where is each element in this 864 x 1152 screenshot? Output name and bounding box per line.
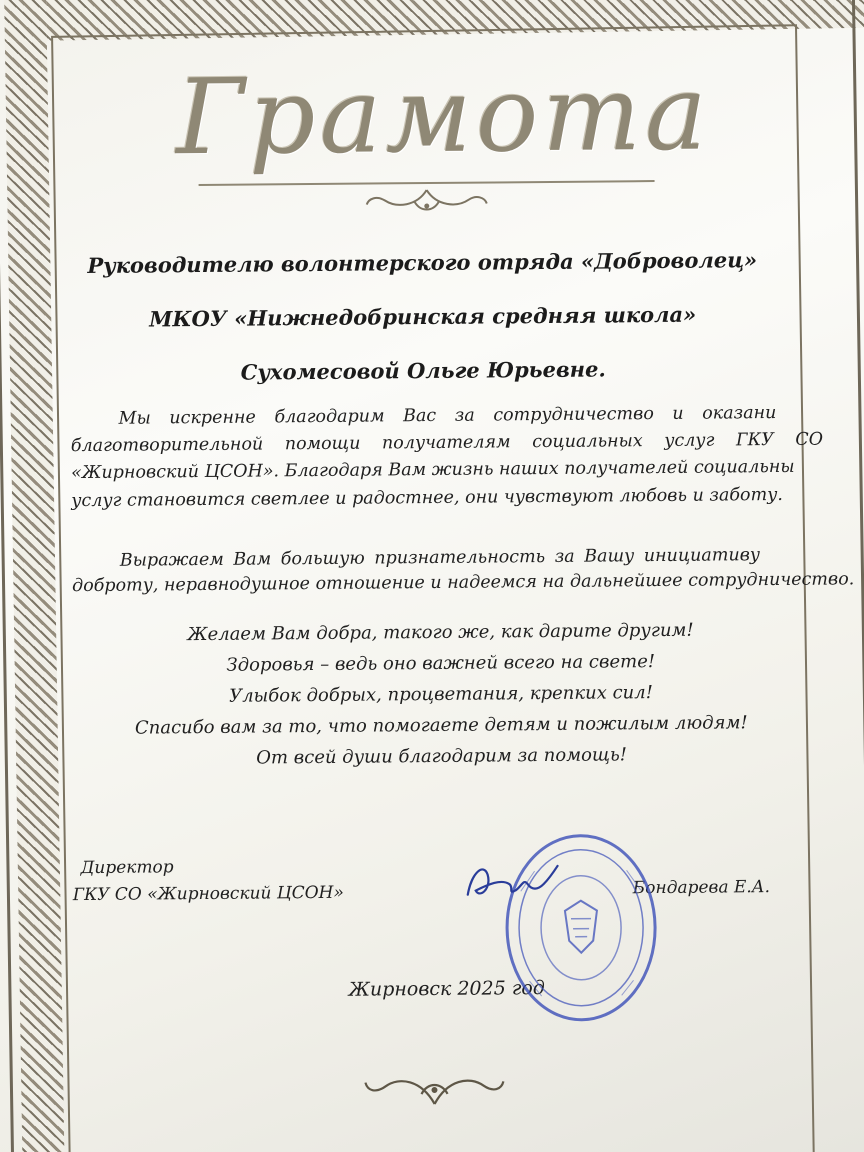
recipient-name: Сухомесовой Ольге Юрьевне. bbox=[240, 356, 606, 385]
poem-line-5: От всей души благодарим за помощь! bbox=[256, 744, 628, 769]
bottom-flourish-icon bbox=[359, 1069, 509, 1110]
signer-name: Бондарева Е.А. bbox=[632, 877, 771, 899]
poem-line-2: Здоровья – ведь оно важней всего на свете! bbox=[226, 651, 656, 676]
signer-organization: ГКУ СО «Жирновский ЦСОН» bbox=[72, 882, 344, 906]
recipient-line-2: МКОУ «Нижнедобринская средняя школа» bbox=[149, 301, 697, 332]
certificate-title: Грамота bbox=[175, 51, 712, 179]
poem-line-4: Спасибо вам за то, что помогаете детям и пожилым людям! bbox=[134, 712, 748, 739]
paragraph1-line-1: Мы искренне благодарим Вас за сотрудничество и оказани bbox=[118, 402, 777, 429]
flourish-ornament-icon bbox=[357, 185, 497, 216]
signer-position: Директор bbox=[80, 857, 174, 879]
recipient-line-1: Руководителю волонтерского отряда «Доброволец» bbox=[87, 247, 758, 278]
poem-line-1: Желаем Вам добра, такого же, как дарите другим! bbox=[187, 619, 694, 646]
handwritten-signature-icon bbox=[457, 854, 568, 915]
paragraph2-line-1: Выражаем Вам большую признательность за Вашу инициативу bbox=[119, 545, 761, 571]
paragraph1-line-2: благотворительной помощи получателям социальных услуг ГКУ СО bbox=[70, 429, 824, 457]
place-and-year: Жирновск 2025 год bbox=[348, 977, 545, 1001]
paragraph2-line-2: доброту, неравнодушное отношение и надеемся на дальнейшее сотрудничество. bbox=[71, 569, 855, 597]
paragraph1-line-4: услуг становится светлее и радостнее, они чувствуют любовь и заботу. bbox=[71, 484, 783, 512]
poem-line-3: Улыбок добрых, процветания, крепких сил! bbox=[229, 682, 654, 707]
paragraph1-line-3: «Жирновский ЦСОН». Благодаря Вам жизнь наших получателей социальны bbox=[71, 456, 795, 484]
